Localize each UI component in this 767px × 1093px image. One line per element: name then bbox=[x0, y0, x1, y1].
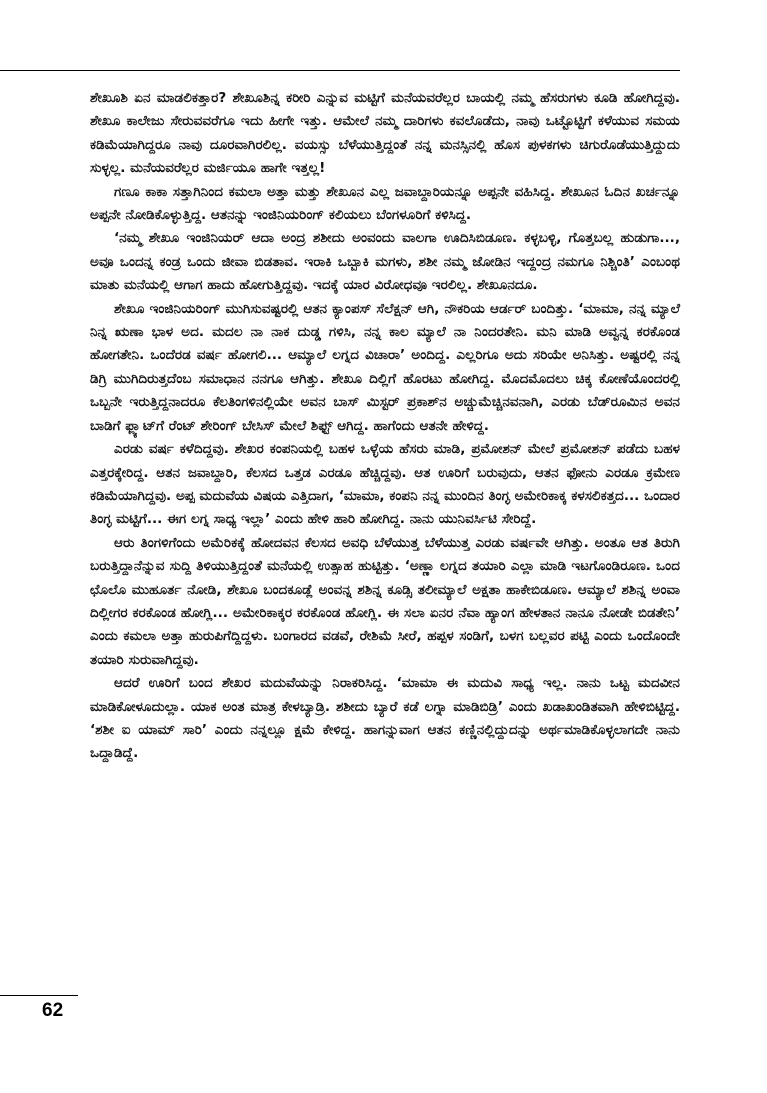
paragraph: ಎರಡು ವರ್ಷ ಕಳೆದಿದ್ದವು. ಶೇಖರ ಕಂಪನಿಯಲ್ಲಿ ಬಹಳ ಒಳ್ಳೆಯ ಹೆಸರು ಮಾಡಿ, ಪ್ರಮೋಶನ್ ಮೇಲೆ ಪ್ರಮೋಶನ್ ಪಡೆದು ಬಹಳ ಎತ್ತರಕ್ಕೇರಿದ್ದ. ಆತನ ಜವಾಬ್ದಾರಿ, ಕೆಲಸದ ಒತ್ತಡ ಎರಡೂ ಹೆಚ್ಚಿದ್ದವು. ಆತ ಊರಿಗೆ ಬರುವುದು, ಆತನ ಫೋನು ಎರಡೂ ಕ್ರಮೇಣ ಕಡಿಮೆಯಾಗಿದ್ದವು. ಅಪ್ಪ ಮದುವೆಯ ವಿಷಯ ಎತ್ತಿದಾಗ, ‘ಮಾಮಾ, ಕಂಪನಿ ನನ್ನ ಮುಂದಿನ ತಿಂಗ್ಳ ಅಮೇರಿಕಾಕ್ಕ ಕಳಸಲಿಕತ್ತದ... ಒಂದಾರ ತಿಂಗ್ಳ ಮಟ್ಟಿಗೆ... ಈಗ ಲಗ್ನ ಸಾಧ್ಯ ಇಲ್ಲಾ’ ಎಂದು ಹೇಳಿ ಹಾರಿ ಹೋಗಿದ್ದ. ನಾನು ಯುನಿವರ್ಸಿಟಿ ಸೇರಿದ್ದೆ. bbox=[90, 441, 680, 528]
footer-rule bbox=[0, 995, 78, 996]
paragraph: ಆದರೆ ಊರಿಗೆ ಬಂದ ಶೇಖರ ಮದುವೆಯನ್ನು ನಿರಾಕರಿಸಿದ್ದ. ‘ಮಾಮಾ ಈ ಮದುವಿ ಸಾಧ್ಯ ಇಲ್ಲ. ನಾನು ಒಟ್ಟ ಮದವೀನ ಮಾಡಿಕೋಳೂದುಲ್ಲಾ. ಯಾಕ ಅಂತ ಮಾತ್ರ ಕೇಳಬ್ಯಾಡ್ರಿ. ಶಶೀದು ಬ್ಯಾರೆ ಕಡೆ ಲಗ್ನಾ ಮಾಡಿಬಿಡ್ರಿ’ ಎಂದು ಖಡಾಖಂಡಿತವಾಗಿ ಹೇಳಿಬಿಟ್ಟಿದ್ದ. ‘ಶಶೀ ಐ ಯಾಮ್ ಸಾರಿ’ ಎಂದು ನನ್ನಲ್ಲೂ ಕ್ಷಮೆ ಕೇಳಿದ್ದ. ಹಾಗನ್ನುವಾಗ ಆತನ ಕಣ್ಣಿನಲ್ಲಿದ್ದುದನ್ನು ಅರ್ಥಮಾಡಿಕೊಳ್ಳಲಾಗದೇ ನಾನು ಒದ್ದಾಡಿದ್ದೆ. bbox=[90, 675, 680, 762]
paragraph: ಶೇಖೂ ಇಂಜಿನಿಯರಿಂಗ್ ಮುಗಿಸುವಷ್ಟರಲ್ಲಿ ಆತನ ಕ್ಯಾಂಪಸ್ ಸೆಲೆಕ್ಷನ್ ಆಗಿ, ನೌಕರಿಯ ಆರ್ಡರ್ ಬಂದಿತ್ತು. ‘ಮಾಮಾ, ನನ್ನ ಮ್ಯಾಲೆ ನಿನ್ನ ಋಣಾ ಭಾಳ ಅದ. ಮದಲ ನಾ ನಾಕ ದುಡ್ಡ ಗಳಿಸಿ, ನನ್ನ ಕಾಲ ಮ್ಯಾಲೆ ನಾ ನಿಂದರತೇನಿ. ಮನಿ ಮಾಡಿ ಅವ್ವನ್ನ ಕರಕೊಂಡ ಹೋಗತೇನಿ. ಒಂದೆರಡ ವರ್ಷ ಹೋಗಲಿ... ಆಮ್ಯಾಲೆ ಲಗ್ನದ ವಿಚಾರಾ’ ಅಂದಿದ್ದ. ಎಲ್ಲರಿಗೂ ಅದು ಸರಿಯೇ ಅನಿಸಿತ್ತು. ಅಷ್ಟರಲ್ಲಿ ನನ್ನ ಡಿಗ್ರಿ ಮುಗಿದಿರುತ್ತದೆಂಬ ಸಮಾಧಾನ ನನಗೂ ಆಗಿತ್ತು. ಶೇಖೂ ದಿಲ್ಲಿಗೆ ಹೊರಟು ಹೋಗಿದ್ದ. ಮೊದಮೊದಲು ಚಿಕ್ಕ ಕೋಣೆಯೊಂದರಲ್ಲಿ ಒಬ್ಬನೇ ಇರುತ್ತಿದ್ದನಾದರೂ ಕೆಲತಿಂಗಳಿನಲ್ಲಿಯೇ ಅವನ ಬಾಸ್ ಮಿಸ್ಟರ್ ಪ್ರಕಾಶ್‌ನ ಅಚ್ಚುಮೆಚ್ಚಿನವನಾಗಿ, ಎರಡು ಬೆಡ್‌ರೂಮಿನ ಅವನ ಬಾಡಿಗೆ ಫ್ಲ್ಯಾಟ್‌ಗೆ ರೆಂಟ್ ಶೇರಿಂಗ್ ಬೇಸಿಸ್ ಮೇಲೆ ಶಿಫ್ಟ್ ಆಗಿದ್ದ. ಹಾಗೆಂದು ಆತನೇ ಹೇಳಿದ್ದ. bbox=[90, 300, 680, 434]
header-rule bbox=[0, 70, 680, 71]
paragraph: ಆರು ತಿಂಗಳಿಗೆಂದು ಅಮೆರಿಕಕ್ಕೆ ಹೋದವನ ಕೆಲಸದ ಅವಧಿ ಬೆಳೆಯುತ್ತ ಬೆಳೆಯುತ್ತ ಎರಡು ವರ್ಷವೇ ಆಗಿತ್ತು. ಅಂತೂ ಆತ ತಿರುಗಿ ಬರುತ್ತಿದ್ದಾನೆನ್ನುವ ಸುದ್ದಿ ತಿಳಿಯುತ್ತಿದ್ದಂತೆ ಮನೆಯಲ್ಲಿ ಉತ್ಸಾಹ ಹುಟ್ಟಿತ್ತು. ‘ಅಣ್ಣಾ ಲಗ್ನದ ತಯಾರಿ ಎಲ್ಲಾ ಮಾಡಿ ಇಟಗೊಂಡಿರೂಣ. ಒಂದ ಛೊಲೊ ಮುಹೂರ್ತ ನೋಡಿ, ಶೇಖೂ ಬಂದಕೂಡ್ಲೆ ಅಂವನ್ನ ಶಶಿನ್ನ ಕೂಡ್ಸಿ ತಲೀಮ್ಯಾಲೆ ಅಕ್ಷತಾ ಹಾಕೇಬಿಡೂಣ. ಆಮ್ಯಾಲೆ ಶಶಿನ್ನ ಅಂವಾ ದಿಲ್ಲೀಗರ ಕರಕೊಂಡ ಹೋಗ್ಲಿ... ಅಮೇರಿಕಾಕ್ಕರ ಕರಕೊಂಡ ಹೋಗ್ಲಿ. ಈ ಸಲಾ ಏನರ ನೆವಾ ಹ್ಯಾಂಗ ಹೇಳತಾನ ನಾನೂ ನೋಡೇ ಬಿಡತೇನಿ’ ಎಂದು ಕಮಲಾ ಅತ್ತಾ ಹುರುಪಿಗೆದ್ದಿದ್ದಳು. ಬಂಗಾರದ ವಡವೆ, ರೇಶಿಮೆ ಸೀರೆ, ಹಪ್ಪಳ ಸಂಡಿಗೆ, ಬಳಗ ಬಲ್ಲವರ ಪಟ್ಟಿ ಎಂದು ಒಂದೊಂದೇ ತಯಾರಿ ಸುರುವಾಗಿದ್ದವು. bbox=[90, 534, 680, 668]
paragraph: ‘ನಮ್ಮ ಶೇಖೂ ಇಂಜಿನಿಯರ್ ಆದಾ ಅಂದ್ರ ಶಶೀದು ಅಂವಂದು ವಾಲಗಾ ಊದಿಸಿಬಿಡೂಣ. ಕಳ್ಳಬಳ್ಳಿ, ಗೊತ್ತಬಲ್ಲ ಹುಡುಗಾ..., ಅವೂ ಒಂದನ್ನ ಕಂಡ್ರ ಒಂದು ಜೀವಾ ಬಿಡತಾವ. ಇರಾಕಿ ಒಬ್ಬಾಕಿ ಮಗಳು, ಶಶೀ ನಮ್ಮ ಜೋಡಿನ ಇದ್ದಂದ್ರ ನಮಗೂ ನಿಶ್ಚಿಂತಿ’ ಎಂಬಂಥ ಮಾತು ಮನೆಯಲ್ಲಿ ಆಗಾಗ ಹಾದು ಹೋಗುತ್ತಿದ್ದವು. ಇದಕ್ಕೆ ಯಾರ ವಿರೋಧವೂ ಇರಲಿಲ್ಲ. ಶೇಖೂನದೂ. bbox=[90, 230, 680, 294]
paragraph: ಶೇಖೂಶಿ ಏನ ಮಾಡಲಿಕತ್ತಾರ? ಶೇಖೂಶಿನ್ನ ಕರೀರಿ ಎನ್ನುವ ಮಟ್ಟಿಗೆ ಮನೆಯವರೆಲ್ಲರ ಬಾಯಲ್ಲಿ ನಮ್ಮ ಹೆಸರುಗಳು ಕೂಡಿ ಹೋಗಿದ್ದವು. ಶೇಖೂ ಕಾಲೇಜು ಸೇರುವವರೆಗೂ ಇದು ಹೀಗೇ ಇತ್ತು. ಆಮೇಲೆ ನಮ್ಮ ದಾರಿಗಳು ಕವಲೊಡೆದು, ನಾವು ಒಟ್ಟೊಟ್ಟಿಗೆ ಕಳೆಯುವ ಸಮಯ ಕಡಿಮೆಯಾಗಿದ್ದರೂ ನಾವು ದೂರವಾಗಿರಲಿಲ್ಲ. ವಯಸ್ಸು ಬೆಳೆಯುತ್ತಿದ್ದಂತೆ ನನ್ನ ಮನಸ್ಸಿನಲ್ಲಿ ಹೊಸ ಪುಳಕಗಳು ಚಿಗುರೊಡೆಯುತ್ತಿದ್ದುದು ಸುಳ್ಳಲ್ಲ. ಮನೆಯವರೆಲ್ಲರ ಮರ್ಜಿಯೂ ಹಾಗೇ ಇತ್ತಲ್ಲ! bbox=[90, 90, 680, 177]
paragraph: ಗಣೂ ಕಾಕಾ ಸತ್ತಾಗಿನಿಂದ ಕಮಲಾ ಅತ್ತಾ ಮತ್ತು ಶೇಖೂನ ಎಲ್ಲ ಜವಾಬ್ದಾರಿಯನ್ನೂ ಅಪ್ಪನೇ ವಹಿಸಿದ್ದ. ಶೇಖೂನ ಓದಿನ ಖರ್ಚನ್ನೂ ಅಪ್ಪನೇ ನೋಡಿಕೊಳ್ಳುತ್ತಿದ್ದ. ಆತನನ್ನು ಇಂಜಿನಿಯರಿಂಗ್ ಕಲಿಯಲು ಬೆಂಗಳೂರಿಗೆ ಕಳಿಸಿದ್ದ. bbox=[90, 183, 680, 224]
page-number: 62 bbox=[42, 1000, 64, 1021]
body-text bbox=[90, 87, 680, 766]
